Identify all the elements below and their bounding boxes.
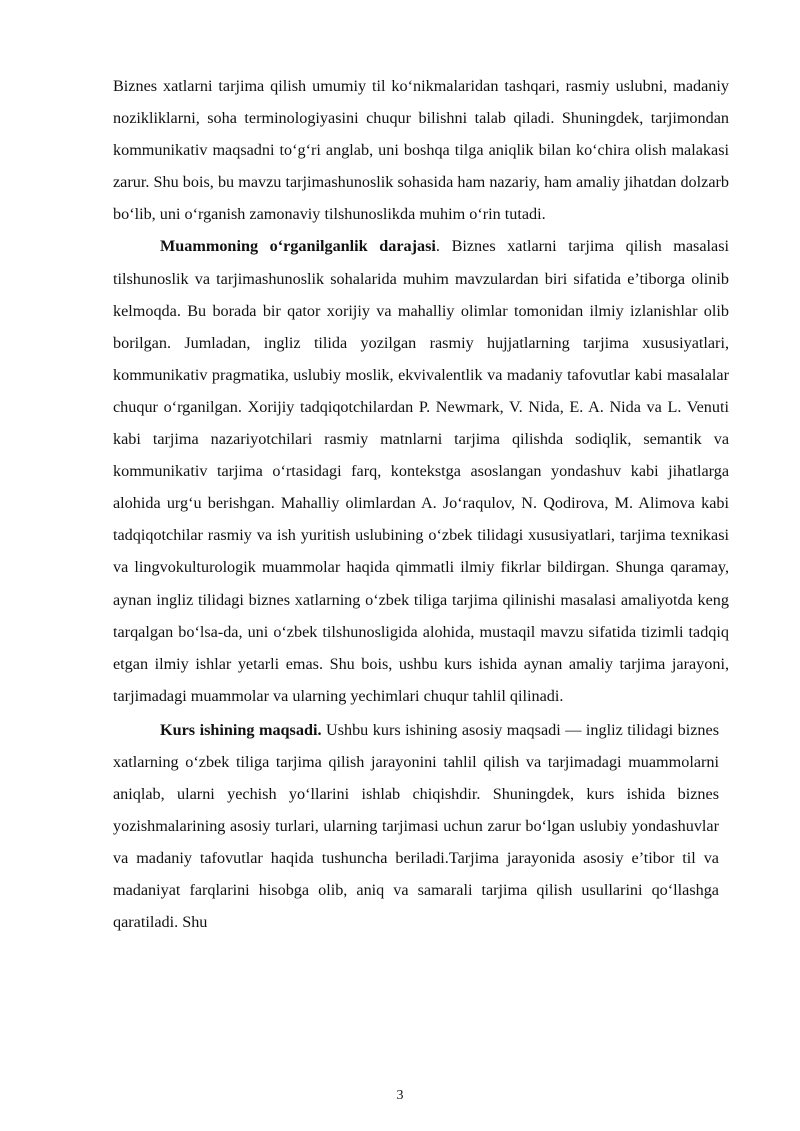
course-goal-heading: Kurs ishining maqsadi. bbox=[160, 720, 322, 739]
page-number: 3 bbox=[396, 1088, 404, 1103]
body-text bbox=[113, 70, 729, 939]
research-level-heading: Muammoning o‘rganilganlik darajasi bbox=[160, 237, 436, 256]
paragraph-intro-text: Biznes xatlarni tarjima qilish umumiy til ko‘nikmalaridan tashqari, rasmiy uslubni, madaniy nozikliklarni, soha terminologiyasini chuqur bilishni talab qiladi. Shuningdek, tarjimondan kommunikativ maqsadni to‘g‘ri anglab, uni boshqa tilga aniqlik bilan ko‘chira olish malakasi zarur. Shu bois, bu mavzu tarjimashunoslik sohasida ham nazariy, ham amaliy jihatdan dolzarb bo‘lib, uni o‘rganish zamonaviy tilshunoslikda muhim o‘rin tutadi. bbox=[113, 77, 729, 224]
research-level-text: . Biznes xatlarni tarjima qilish masalasi tilshunoslik va tarjimashunoslik sohalarida muhim mavzulardan biri sifatida e’tiborga olinib kelmoqda. Bu borada bir qator xorijiy va mahalliy olimlar tomonidan ilmiy izlanishlar olib borilgan. Jumladan, ingliz tilida yozilgan rasmiy hujjatlarning tarjima xususiyatlari, kommunikativ pragmatika, uslubiy moslik, ekvivalentlik va madaniy tafovutlar kabi masalalar chuqur o‘rganilgan. Xorijiy tadqiqotchilardan P. Newmark, V. Nida, E. A. Nida va L. Venuti kabi tarjima nazariyotchilari rasmiy matnlarni tarjima qilishda sodiqlik, semantik va kommunikativ tarjima o‘rtasidagi farq, kontekstga asoslangan yondashuv kabi jihatlarga alohida urg‘u berishgan. Mahalliy olimlardan A. Jo‘raqulov, N. Qodirova, M. Alimova kabi tadqiqotchilar rasmiy va ish yuritish uslubining o‘zbek tilidagi xususiyatlari, tarjima texnikasi va lingvokulturologik muammolar haqida qimmatli ilmiy fikrlar bildirgan. Shunga qaramay, aynan ingliz tilidagi biznes xatlarning o‘zbek tiliga tarjima qilinishi masalasi amaliyotda keng tarqalgan bo‘lsa-da, uni o‘zbek tilshunosligida alohida, mustaqil mavzu sifatida tizimli tadqiq etgan ilmiy ishlar yetarli emas. Shu bois, ushbu kurs ishida aynan amaliy tarjima jarayoni, tarjimadagi muammolar va ularning yechimlari chuqur tahlil qilinadi. bbox=[113, 237, 729, 705]
paragraph-course-goal bbox=[113, 714, 719, 939]
course-goal-text: Ushbu kurs ishining asosiy maqsadi — ingliz tilidagi biznes xatlarning o‘zbek tiliga tarjima qilish jarayonini tahlil qilish va tarjimadagi muammolarni aniqlab, ularni yechish yo‘llarini ishlab chiqishdir. Shuningdek, kurs ishida biznes yozishmalarining asosiy turlari, ularning tarjimasi uchun zarur bo‘lgan uslubiy yondashuvlar va madaniy tafovutlar haqida tushuncha beriladi.Tarjima jarayonida asosiy e’tibor til va madaniyat farqlarini hisobga olib, aniq va samarali tarjima qilish usullarini qo‘llashga qaratiladi. Shu bbox=[113, 720, 719, 932]
paragraph-research-level bbox=[113, 230, 729, 711]
paragraph-intro bbox=[113, 70, 729, 230]
